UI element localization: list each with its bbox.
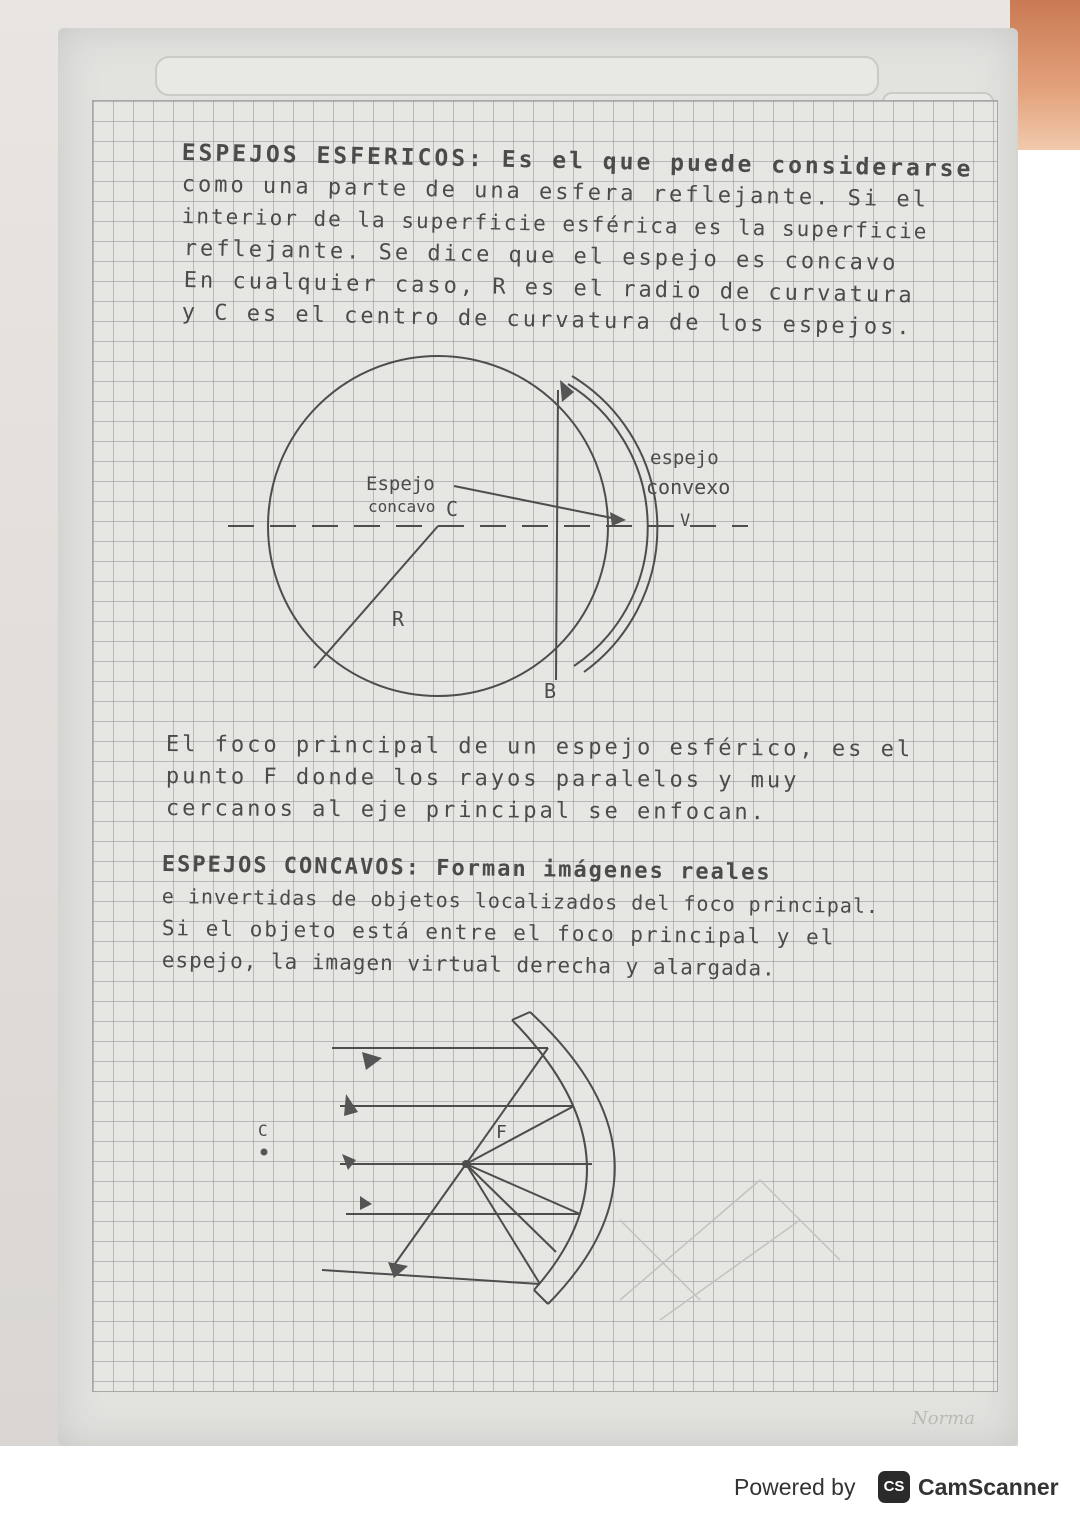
concave-line-3: Si el objeto está entre el foco principal y el [161, 916, 836, 950]
focus-line-2: punto F donde los rayos paralelos y muy [165, 764, 800, 794]
mirror-cap-top [512, 1012, 530, 1020]
label-concave-1: Espejo [366, 473, 435, 495]
label-convex-1: espejo [650, 447, 719, 469]
focal-point [462, 1160, 470, 1168]
concave-line-1: ESPEJOS CONCAVOS: Forman imágenes reales [161, 852, 772, 886]
label-v: V [680, 511, 691, 531]
label-radius: R [392, 607, 405, 631]
text-line-1: ESPEJOS ESFERICOS: Es el que puede considerarse [181, 140, 974, 183]
concave-line-4: espejo, la imagen virtual derecha y alargada. [161, 948, 776, 981]
camscanner-name: CamScanner [918, 1474, 1059, 1500]
mirror-inner-arc [512, 1020, 587, 1290]
label-b: B [544, 679, 557, 703]
label-center: C [446, 497, 459, 521]
text-line-4: reflejante. Se dice que el espejo es concavo [183, 236, 899, 276]
focus-line-3: cercanos al eje principal se enfocan. [165, 796, 768, 826]
notebook-brand-logo: Norma [912, 1408, 975, 1429]
powered-by-text: Powered by [734, 1474, 856, 1500]
faint-sketch [620, 1180, 840, 1320]
text-line-6: y C es el centro de curvatura de los espejos. [181, 300, 913, 341]
label-c: C [258, 1121, 268, 1140]
label-concave-2: concavo [368, 497, 436, 516]
center-point [261, 1149, 268, 1156]
mirror-cap-bottom [534, 1290, 548, 1304]
reflected-rays [392, 1048, 580, 1284]
label-focus: F [496, 1122, 507, 1143]
text-line-3: interior de la superficie esférica es la superficie [181, 204, 929, 244]
text-line-2: como una parte de una esfera reflejante. Si el [181, 172, 930, 213]
text-line-5: En cualquier caso, R es el radio de curvatura [183, 268, 915, 309]
concave-line-2: e invertidas de objetos localizados del foco principal. [161, 884, 880, 919]
label-convex-2: convexo [646, 475, 731, 499]
focus-line-1: El foco principal de un espejo esférico, es el [165, 732, 914, 763]
camscanner-logo-icon: CS [878, 1471, 910, 1503]
